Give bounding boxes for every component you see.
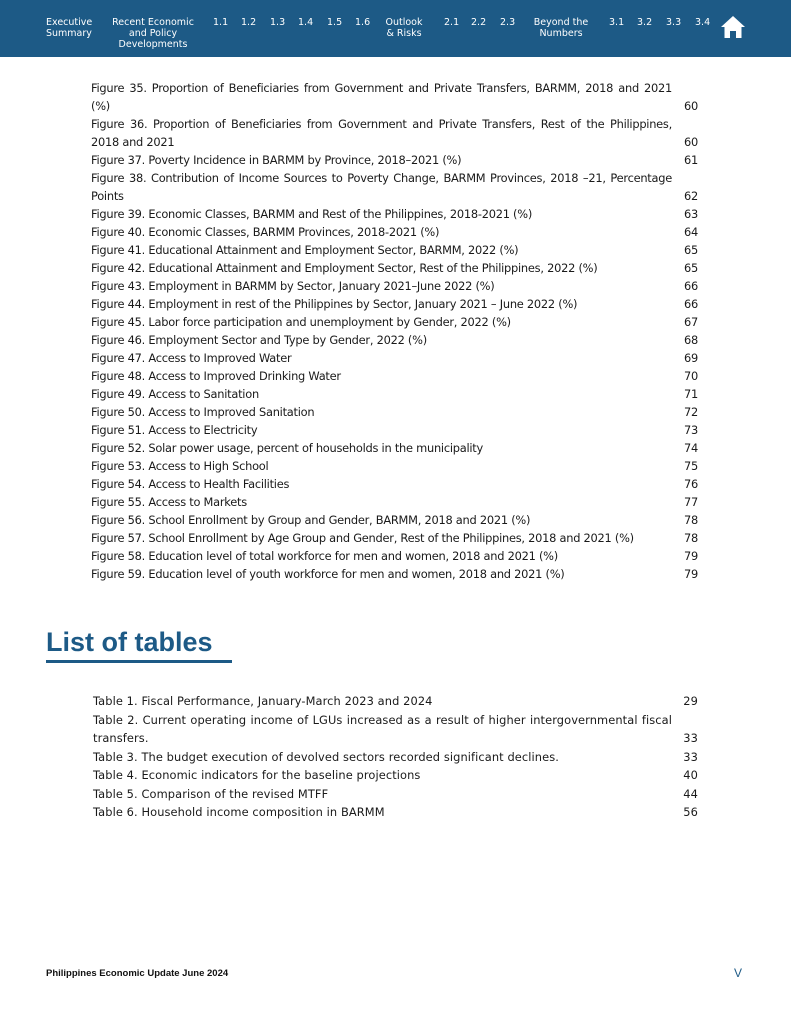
figure-entry-title: Figure 57. School Enrollment by Age Group and Gender, Rest of the Philippines, 2018 and 2021 (%) [91, 531, 634, 545]
nav-section-2-1[interactable]: 2.1 [444, 17, 460, 28]
figure-entry-page: 60 [684, 135, 698, 149]
list-of-tables [93, 692, 698, 822]
figure-entry-title: Figure 47. Access to Improved Water [91, 351, 292, 365]
table-entry[interactable] [93, 785, 698, 804]
nav-section-1-4[interactable]: 1.4 [298, 17, 314, 28]
table-entry-page: 40 [683, 768, 698, 782]
figure-entry[interactable] [91, 511, 698, 529]
figure-entry[interactable] [91, 277, 698, 295]
nav-section-1-2[interactable]: 1.2 [241, 17, 257, 28]
figure-entry-title: Figure 46. Employment Sector and Type by Gender, 2022 (%) [91, 333, 427, 347]
table-entry-page: 56 [683, 805, 698, 819]
home-button[interactable] [720, 15, 746, 39]
nav-section-2-2[interactable]: 2.2 [471, 17, 487, 28]
figure-entry-title: Figure 51. Access to Electricity [91, 423, 258, 437]
figure-entry-title: Figure 43. Employment in BARMM by Sector, January 2021–June 2022 (%) [91, 279, 495, 293]
table-entry[interactable] [93, 803, 698, 822]
figure-entry[interactable] [91, 115, 698, 151]
table-entry-title: Table 5. Comparison of the revised MTFF [93, 786, 329, 801]
figure-entry[interactable] [91, 385, 698, 403]
figure-entry-title: Figure 56. School Enrollment by Group and Gender, BARMM, 2018 and 2021 (%) [91, 513, 531, 527]
figure-entry-title: Figure 41. Educational Attainment and Employment Sector, BARMM, 2022 (%) [91, 243, 519, 257]
figure-entry-page: 77 [684, 495, 698, 509]
figure-entry[interactable] [91, 241, 698, 259]
figure-entry-page: 79 [684, 567, 698, 581]
figure-entry[interactable] [91, 295, 698, 313]
figure-entry-page: 78 [684, 513, 698, 527]
figure-entry-page: 66 [684, 297, 698, 311]
figure-entry-title: Figure 42. Educational Attainment and Employment Sector, Rest of the Philippines, 2022 (%) [91, 261, 598, 275]
figure-entry[interactable] [91, 313, 698, 331]
figure-entry-title: Figure 44. Employment in rest of the Philippines by Sector, January 2021 – June 2022 (%) [91, 297, 578, 311]
footer-report-title: Philippines Economic Update June 2024 [46, 968, 229, 979]
figure-entry-page: 64 [684, 225, 698, 239]
nav-section-3-1[interactable]: 3.1 [609, 17, 625, 28]
nav-recent-economic-developments[interactable] [110, 17, 196, 50]
figure-entry-title: Figure 48. Access to Improved Drinking Water [91, 369, 341, 383]
figure-entry-title: Figure 38. Contribution of Income Sources to Poverty Change, BARMM Provinces, 2018 –21, Percentage Points [91, 171, 672, 203]
figure-entry[interactable] [91, 259, 698, 277]
figure-entry-title: Figure 58. Education level of total workforce for men and women, 2018 and 2021 (%) [91, 549, 558, 563]
figure-entry-title: Figure 35. Proportion of Beneficiaries from Government and Private Transfers, BARMM, 2018 and 2021 (%) [91, 81, 672, 113]
figure-entry-page: 70 [684, 369, 698, 383]
figure-entry[interactable] [91, 565, 698, 583]
table-entry[interactable] [93, 692, 698, 711]
figure-entry[interactable] [91, 367, 698, 385]
nav-outlook-risks-label: Outlook & Risks [385, 17, 423, 39]
figure-entry-page: 65 [684, 243, 698, 257]
figure-entry[interactable] [91, 493, 698, 511]
figure-entry[interactable] [91, 205, 698, 223]
table-entry[interactable] [93, 748, 698, 767]
figure-entry[interactable] [91, 223, 698, 241]
nav-executive-summary[interactable] [46, 17, 93, 39]
figure-entry-title: Figure 49. Access to Sanitation [91, 387, 259, 401]
figure-entry[interactable] [91, 79, 698, 115]
nav-section-1-5[interactable]: 1.5 [327, 17, 343, 28]
figure-entry[interactable] [91, 403, 698, 421]
figure-entry[interactable] [91, 439, 698, 457]
figure-entry[interactable] [91, 529, 698, 547]
figure-entry-page: 74 [684, 441, 698, 455]
table-entry-title: Table 2. Current operating income of LGUs increased as a result of higher intergovernmental fiscal transfers. [93, 712, 672, 745]
figure-entry-page: 79 [684, 549, 698, 563]
figure-entry[interactable] [91, 421, 698, 439]
table-entry-title: Table 4. Economic indicators for the baseline projections [93, 768, 421, 782]
nav-beyond-the-numbers[interactable] [530, 17, 592, 39]
nav-section-1-6[interactable]: 1.6 [355, 17, 371, 28]
figure-entry[interactable] [91, 331, 698, 349]
nav-outlook-risks[interactable] [382, 17, 426, 39]
table-entry-page: 29 [683, 694, 698, 708]
figure-entry[interactable] [91, 547, 698, 565]
nav-section-1-1[interactable]: 1.1 [213, 17, 229, 28]
figure-entry-title: Figure 59. Education level of youth workforce for men and women, 2018 and 2021 (%) [91, 567, 565, 581]
table-entry[interactable] [93, 766, 698, 785]
figure-entry-page: 60 [684, 99, 698, 113]
figure-entry-title: Figure 54. Access to Health Facilities [91, 477, 290, 491]
nav-section-2-3[interactable]: 2.3 [500, 17, 516, 28]
nav-section-3-4[interactable]: 3.4 [695, 17, 711, 28]
figure-entry-title: Figure 36. Proportion of Beneficiaries from Government and Private Transfers, Rest of the Philippines, 2018 and 2021 [91, 117, 672, 149]
figure-entry[interactable] [91, 349, 698, 367]
list-of-tables-heading: List of tables [46, 627, 213, 657]
figure-entry-title: Figure 37. Poverty Incidence in BARMM by Province, 2018–2021 (%) [91, 153, 462, 167]
figure-entry-page: 75 [684, 459, 698, 473]
figure-entry[interactable] [91, 151, 698, 169]
nav-executive-summary-label: Executive Summary [46, 17, 93, 39]
figure-entry-title: Figure 50. Access to Improved Sanitation [91, 405, 315, 419]
footer-page-number: V [734, 966, 743, 980]
figure-entry-page: 73 [684, 423, 698, 437]
table-entry-page: 44 [683, 786, 698, 801]
table-entry-page: 33 [683, 731, 698, 745]
figure-entry-title: Figure 52. Solar power usage, percent of households in the municipality [91, 441, 484, 455]
figure-entry-page: 61 [684, 153, 698, 167]
table-entry[interactable] [93, 711, 698, 748]
table-entry-page: 33 [683, 749, 698, 764]
nav-recent-economic-developments-label: Recent Economic and Policy Developments [112, 17, 194, 50]
figure-entry-page: 63 [684, 207, 698, 221]
nav-section-3-2[interactable]: 3.2 [637, 17, 653, 28]
nav-section-1-3[interactable]: 1.3 [270, 17, 286, 28]
table-entry-title: Table 6. Household income composition in BARMM [93, 805, 385, 819]
figure-entry-title: Figure 40. Economic Classes, BARMM Provinces, 2018-2021 (%) [91, 225, 440, 239]
home-icon [720, 15, 746, 39]
figure-entry-page: 68 [684, 333, 698, 347]
table-entry-title: Table 3. The budget execution of devolved sectors recorded significant declines. [93, 749, 559, 764]
figure-entry-title: Figure 53. Access to High School [91, 459, 269, 473]
figure-entry-page: 67 [684, 315, 698, 329]
figure-entry-page: 72 [684, 405, 698, 419]
figure-entry-title: Figure 55. Access to Markets [91, 495, 247, 509]
figure-entry[interactable] [91, 475, 698, 493]
figure-entry-title: Figure 39. Economic Classes, BARMM and Rest of the Philippines, 2018-2021 (%) [91, 207, 533, 221]
figure-entry-page: 78 [684, 531, 698, 545]
heading-underline [46, 660, 232, 663]
list-of-figures [91, 79, 698, 583]
figure-entry[interactable] [91, 457, 698, 475]
nav-beyond-the-numbers-label: Beyond the Numbers [533, 17, 589, 39]
figure-entry-page: 65 [684, 261, 698, 275]
top-navigation-bar [0, 0, 791, 57]
figure-entry-title: Figure 45. Labor force participation and unemployment by Gender, 2022 (%) [91, 315, 511, 329]
figure-entry-page: 62 [684, 189, 698, 203]
nav-section-3-3[interactable]: 3.3 [666, 17, 682, 28]
figure-entry[interactable] [91, 169, 698, 205]
table-entry-title: Table 1. Fiscal Performance, January-March 2023 and 2024 [93, 694, 433, 708]
figure-entry-page: 76 [684, 477, 698, 491]
figure-entry-page: 69 [684, 351, 698, 365]
figure-entry-page: 66 [684, 279, 698, 293]
figure-entry-page: 71 [684, 387, 698, 401]
